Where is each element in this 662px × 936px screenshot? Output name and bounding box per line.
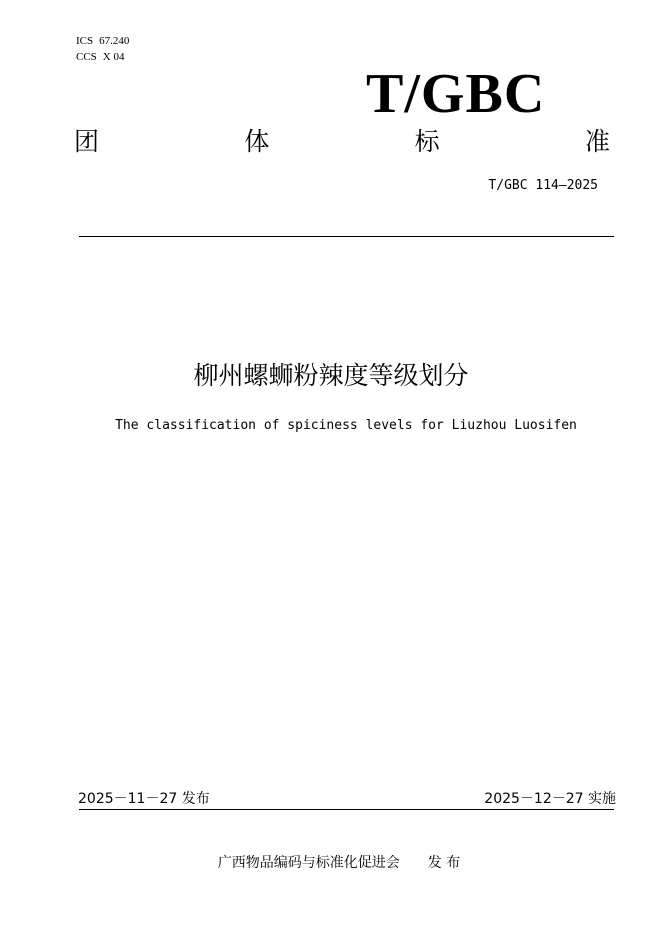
category-char: 体 (244, 127, 270, 156)
implementation-date: 2025－12－27 实施 (484, 791, 616, 807)
ics-line (76, 33, 129, 49)
ccs-label: CCS (76, 51, 97, 63)
ics-label: ICS (76, 35, 94, 47)
title-english: The classification of spiciness levels for Liuzhou Luosifen (115, 418, 577, 433)
ccs-value: X 04 (102, 51, 125, 63)
category-char: 标 (414, 127, 440, 156)
category-char: 团 (74, 127, 100, 156)
ics-value: 67.240 (99, 35, 130, 47)
publisher-name: 广西物品编码与标准化促进会 (217, 855, 400, 871)
title-chinese: 柳州螺蛳粉辣度等级划分 (193, 361, 469, 390)
top-divider (79, 236, 614, 237)
bottom-divider (79, 809, 614, 810)
standard-category (74, 124, 610, 160)
ccs-line (76, 49, 129, 65)
category-char: 准 (584, 127, 610, 156)
classification-codes (76, 33, 129, 65)
issue-date: 2025－11－27 发布 (78, 791, 210, 807)
publisher-line (0, 853, 662, 873)
standard-number: T/GBC 114—2025 (488, 178, 598, 193)
standard-code-logo: T/GBC (366, 63, 546, 125)
publisher-action: 发 布 (427, 855, 461, 871)
